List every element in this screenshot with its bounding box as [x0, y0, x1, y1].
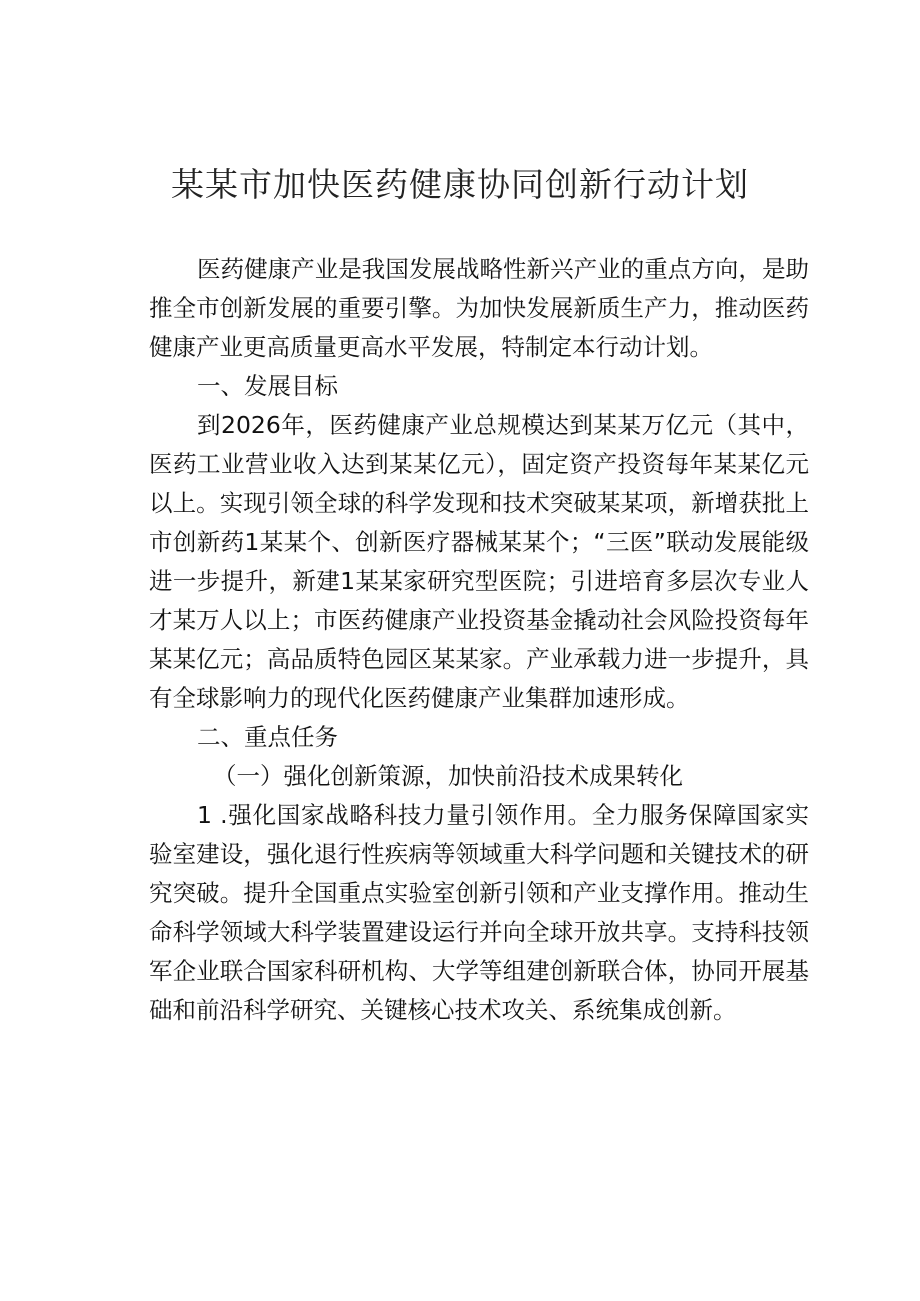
intro-paragraph: 医药健康产业是我国发展战略性新兴产业的重点方向，是助推全市创新发展的重要引擎。为加快发展新质生产力，推动医药健康产业更高质量更高水平发展，特制定本行动计划。: [149, 255, 809, 361]
task-1-paragraph: 1 .强化国家战略科技力量引领作用。全力服务保障国家实验室建设，强化退行性疾病等领域重大科学问题和关键技术的研究突破。提升全国重点实验室创新引领和产业支撑作用。推动生命科学领域大科学装置建设运行并向全球开放共享。支持科技领军企业联合国家科研机构、大学等组建创新联合体，协同开展基础和前沿科学研究、关键核心技术攻关、系统集成创新。: [149, 801, 809, 1024]
subsection-heading-innovation: （一）强化创新策源，加快前沿技术成果转化: [213, 762, 683, 790]
section-heading-goals: 一、发展目标: [197, 372, 338, 400]
goals-paragraph: 到2026年，医药健康产业总规模达到某某万亿元（其中，医药工业营业收入达到某某亿元），固定资产投资每年某某亿元以上。实现引领全球的科学发现和技术突破某某项，新增获批上市创新药1某某个、创新医疗器械某某个；“三医”联动发展能级进一步提升，新建1某某家研究型医院；引进培育多层次专业人才某万人以上；市医药健康产业投资基金撬动社会风险投资每年某某亿元；高品质特色园区某某家。产业承载力进一步提升，具有全球影响力的现代化医药健康产业集群加速形成。: [149, 411, 809, 712]
document-title: 某某市加快医药健康协同创新行动计划: [171, 165, 749, 204]
document-body: [149, 250, 809, 1030]
section-heading-tasks: 二、重点任务: [197, 723, 338, 751]
